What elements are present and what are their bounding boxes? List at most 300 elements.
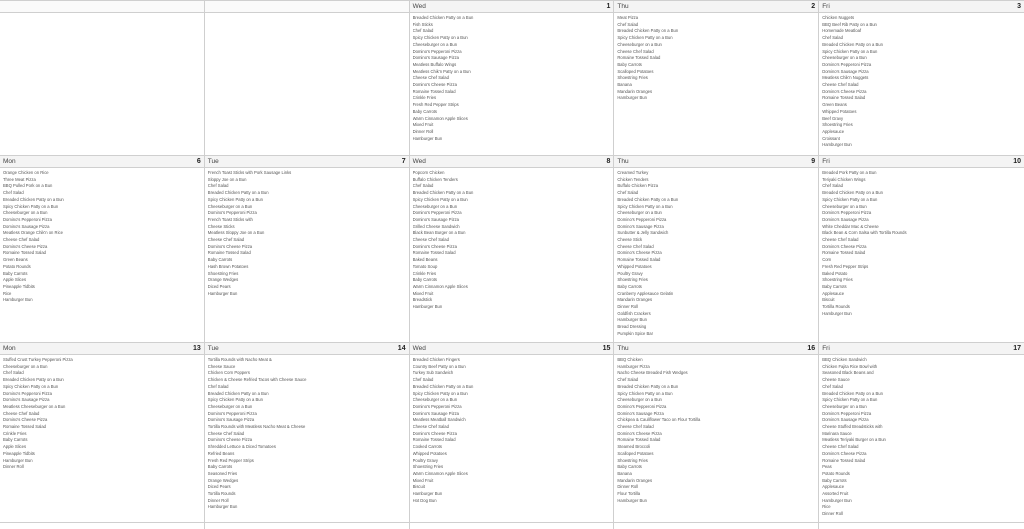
menu-item: Spicy Chicken Patty on a Bun — [3, 383, 59, 389]
menu-item: Flour Tortilla — [617, 491, 641, 497]
menu-item: Chef Salad — [412, 183, 434, 189]
menu-item: Spicy Chicken Patty on a Bun — [617, 35, 673, 41]
menu-item: Scalloped Potatoes — [617, 450, 654, 456]
day-cell-14[interactable] — [205, 343, 410, 522]
day-cell-9[interactable] — [614, 156, 819, 342]
menu-item: Meatless Chik'n Nuggets — [822, 75, 869, 81]
menu-item: Domino's Sausage Pizza — [207, 417, 255, 423]
menu-item: Green Beans — [3, 257, 28, 263]
menu-item: Tortilla Rounds with Meatless Nacho Meat & Cheese — [207, 424, 306, 430]
menu-item: Romaine Tossed Salad — [207, 250, 251, 256]
menu-item: Refried Beans — [207, 450, 235, 456]
menu-item: Shoestring Fries — [822, 277, 853, 283]
menu-item: Beef Gravy — [822, 115, 844, 121]
menu-item: Popcorn Chicken — [412, 170, 445, 175]
menu-item: Chef Salad — [822, 183, 843, 189]
day-header — [614, 156, 818, 168]
menu-item: Black Bean & Corn Salsa with Tortilla Rounds — [822, 230, 907, 236]
menu-item: Breaded Chicken Patty on a Bun — [207, 190, 269, 196]
menu-item: Chef Salad — [412, 28, 434, 34]
menu-item: Corn — [822, 257, 832, 263]
menu-item: Cheeseburger on a Bun — [412, 41, 458, 47]
menu-item: Meatless Teriyaki Burger on a Bun — [822, 437, 886, 443]
menu-item: Cheeseburger on a Bun — [822, 55, 867, 61]
menu-item: Dinner Roll — [3, 464, 24, 470]
menu-item-list — [0, 355, 204, 471]
menu-item: Hamburger Pizza — [617, 363, 650, 369]
menu-item: Cheese Chef Salad — [207, 237, 245, 243]
day-header — [614, 1, 818, 13]
empty-day-cell — [0, 523, 205, 529]
menu-item: Sloppy Joe on a Bun — [207, 176, 247, 182]
day-name: Thu — [617, 158, 629, 165]
menu-item: Cheeseburger on a Bun — [617, 397, 662, 403]
menu-item: BBQ Pulled Pork on a Bun — [3, 183, 53, 189]
menu-item: Dinner Roll — [412, 128, 434, 134]
menu-item: Crinkle Fries — [3, 430, 27, 436]
menu-item: Baby Carrots — [412, 108, 438, 114]
menu-item: Breaded Chicken Patty on a Bun — [412, 190, 474, 196]
menu-item: Mixed Fruit — [412, 290, 434, 296]
menu-item: Baby Carrots — [3, 270, 28, 276]
menu-item: Crinkle Fries — [412, 95, 437, 101]
menu-item: Breaded Chicken Fingers — [412, 357, 460, 362]
day-header — [0, 156, 204, 168]
day-number: 9 — [811, 158, 816, 165]
menu-item: Chicken & Cheese Refried Tacos with Cheese Sauce — [207, 377, 307, 383]
menu-item: Domino's Cheese Pizza — [822, 88, 867, 94]
menu-item: White Cheddar Mac & Cheese — [822, 223, 879, 229]
menu-item: Shoestring Fries — [617, 75, 648, 81]
menu-item: Hamburger Bun — [3, 457, 33, 463]
menu-item: Fresh Red Pepper Strips — [207, 457, 254, 463]
menu-item: Peas — [822, 464, 832, 470]
menu-item: Pineapple Tidbits — [3, 450, 35, 456]
menu-item: Breaded Chicken Patty on a Bun — [412, 383, 474, 389]
menu-item: Cheeseburger on a Bun — [822, 403, 867, 409]
menu-item: Domino's Cheese Pizza — [3, 417, 48, 423]
day-cell-7[interactable] — [205, 156, 410, 342]
empty-day-cell — [410, 523, 615, 529]
menu-item: Hamburger Bun — [412, 491, 443, 497]
menu-item: Warm Cinnamon Apple Slices — [412, 283, 468, 289]
menu-item: Cheese Stuffed Breadsticks with — [822, 424, 883, 430]
menu-item: Spicy Chicken Patty on a Bun — [207, 196, 263, 202]
menu-item: Domino's Cheese Pizza — [207, 243, 253, 249]
menu-item: Cheese Chef Salad — [617, 48, 654, 54]
menu-item: Breaded Chicken Patty on a Bun — [822, 41, 883, 47]
menu-item: Fish Sticks — [412, 21, 433, 27]
menu-item: Cheese Chef Salad — [822, 237, 859, 243]
day-number: 13 — [193, 345, 201, 352]
menu-item: Baby Carrots — [617, 61, 642, 67]
menu-item: Baby Carrots — [3, 437, 28, 443]
menu-item: Breaded Chicken Patty on a Bun — [822, 190, 883, 196]
menu-item: Apple Slices — [3, 444, 27, 450]
menu-item: Hamburger Bun — [617, 497, 647, 503]
menu-item: Turkey Sub Sandwich — [412, 370, 454, 376]
menu-item: Breaded Chicken Patty on a Bun — [412, 15, 474, 20]
day-header — [410, 343, 614, 355]
menu-item: Domino's Cheese Pizza — [412, 82, 457, 88]
day-number: 3 — [1017, 3, 1021, 10]
menu-item: Mixed Fruit — [412, 477, 434, 483]
menu-item: Baby Carrots — [822, 477, 847, 483]
menu-item: Baby Carrots — [207, 257, 233, 263]
menu-item: Domino's Pepperoni Pizza — [822, 61, 872, 67]
menu-item: Teriyaki Chicken Wings — [822, 176, 866, 182]
day-number: 14 — [397, 345, 406, 352]
menu-item: Shoestring Fries — [412, 464, 444, 470]
menu-item: Romaine Tossed Salad — [3, 424, 46, 430]
empty-day-cell — [0, 1, 205, 155]
week-row — [0, 342, 1024, 522]
menu-item: Domino's Pepperoni Pizza — [207, 410, 257, 416]
menu-item: Romaine Tossed Salad — [822, 457, 866, 463]
menu-item: Cheese Stick — [617, 237, 643, 243]
menu-item: Spicy Chicken Patty on a Bun — [822, 196, 878, 202]
menu-item: Baby Carrots — [822, 283, 847, 289]
menu-item: Cheeseburger on a Bun — [822, 203, 867, 209]
day-name: Wed — [412, 158, 426, 165]
menu-item: Tortilla Rounds — [822, 304, 850, 310]
menu-item: Breaded Chicken Patty on a Bun — [3, 196, 64, 202]
menu-item: Country Beef Patty on a Bun — [412, 363, 466, 369]
menu-item: Domino's Cheese Pizza — [3, 243, 48, 249]
menu-item: Cranberry Applesauce Gelatin — [617, 290, 674, 296]
menu-item: Creamed Turkey — [617, 170, 649, 175]
menu-item: Mandarin Oranges — [617, 297, 653, 303]
menu-item: Chef Salad — [207, 383, 229, 389]
day-number: 15 — [602, 345, 611, 352]
menu-item: Spicy Chicken Patty on a Bun — [617, 203, 673, 209]
menu-item-list — [614, 168, 818, 338]
menu-item: Shoestring Fries — [617, 457, 648, 463]
menu-item: Domino's Sausage Pizza — [822, 417, 869, 423]
menu-item: Romaine Tossed Salad — [412, 88, 456, 94]
day-header — [819, 156, 1024, 168]
menu-item: Breaded Chicken Patty on a Bun — [617, 383, 679, 389]
menu-item: Poultry Gravy — [412, 457, 438, 463]
menu-item: Domino's Sausage Pizza — [412, 410, 460, 416]
menu-item: Romaine Tossed Salad — [822, 95, 866, 101]
menu-item: Rice — [822, 504, 831, 510]
menu-item-list — [614, 355, 818, 504]
menu-item: Cooked Carrots — [412, 444, 442, 450]
menu-item: Spicy Chicken Patty on a Bun — [207, 397, 263, 403]
day-header — [614, 343, 818, 355]
menu-item: Chef Salad — [617, 377, 639, 383]
menu-item: Hamburger Bun — [822, 497, 852, 503]
menu-item: Dinner Roll — [822, 511, 843, 517]
menu-item: Dinner Roll — [617, 304, 639, 310]
menu-item: Cheese Chef Salad — [207, 430, 245, 436]
menu-item: Croissant — [822, 135, 840, 141]
day-cell-13[interactable] — [0, 343, 205, 522]
menu-item: Domino's Sausage Pizza — [617, 223, 664, 229]
menu-item: Dinner Roll — [207, 497, 229, 503]
menu-item: Cheeseburger on a Bun — [617, 41, 662, 47]
menu-item: Spicy Chicken Patty on a Bun — [822, 397, 878, 403]
menu-item: Steamed Broccoli — [617, 444, 651, 450]
menu-item: Cheese Sauce — [207, 363, 236, 369]
menu-item: Pineapple Tidbits — [3, 283, 35, 289]
menu-item: Buffalo Chicken Pizza — [617, 183, 659, 189]
menu-item: Meatless Buffalo Wings — [412, 61, 457, 67]
menu-item: Shoestring Fries — [617, 277, 648, 283]
menu-item: Banana — [617, 470, 632, 476]
menu-item: Banana — [617, 82, 632, 88]
menu-item: Domino's Sausage Pizza — [3, 223, 50, 229]
menu-item: Romaine Tossed Salad — [617, 437, 661, 443]
menu-item: BBQ Beef Rib Patty on a Bun — [822, 21, 877, 27]
menu-item-list — [819, 13, 1024, 149]
day-cell-3[interactable] — [819, 1, 1024, 155]
menu-item: Whipped Potatoes — [822, 108, 857, 114]
day-cell-16[interactable] — [614, 343, 819, 522]
empty-day-cell — [205, 1, 410, 155]
menu-item: Spicy Chicken Patty on a Bun — [3, 203, 59, 209]
menu-item: Baked Beans — [412, 257, 438, 263]
menu-item: Spicy Chicken Patty on a Bun — [412, 35, 468, 41]
menu-item: Fresh Red Pepper Strips — [412, 102, 459, 108]
menu-item: Chef Salad — [207, 183, 229, 189]
menu-item: Assorted Fruit — [822, 491, 849, 497]
day-header — [205, 156, 409, 168]
menu-item: Tortilla Rounds — [207, 491, 236, 497]
menu-item: Meatless Cheeseburger on a Bun — [3, 403, 66, 409]
menu-item: Three Meat Pizza — [3, 176, 36, 182]
day-name: Mon — [3, 158, 16, 165]
week-row — [0, 155, 1024, 342]
menu-item-list — [410, 168, 614, 311]
menu-item: BBQ Chicken — [617, 357, 643, 362]
menu-item: Diced Pears — [207, 484, 231, 490]
menu-item: Cheese Chef Salad — [822, 82, 859, 88]
menu-item: Pumpkin Spice Bar — [617, 330, 654, 336]
menu-item: Domino's Pepperoni Pizza — [3, 216, 52, 222]
menu-item: Poultry Gravy — [617, 270, 643, 276]
menu-item: Fresh Red Pepper Strips — [822, 263, 869, 269]
menu-item: Rice — [3, 290, 12, 296]
menu-item: Domino's Cheese Pizza — [617, 250, 662, 256]
menu-item: Domino's Pepperoni Pizza — [207, 210, 257, 216]
menu-item: Hamburger Bun — [412, 304, 443, 310]
menu-item: Nacho Cheese Breaded Fish Wedges — [617, 370, 688, 376]
menu-item: Domino's Cheese Pizza — [412, 430, 457, 436]
menu-item: Domino's Sausage Pizza — [822, 68, 869, 74]
menu-item: Cheese Chef Salad — [412, 424, 449, 430]
day-number: 8 — [606, 158, 611, 165]
day-number: 10 — [1013, 158, 1021, 165]
menu-item: Chef Salad — [3, 190, 24, 196]
menu-item: Potato Rounds — [3, 263, 31, 269]
menu-item: Domino's Cheese Pizza — [207, 437, 253, 443]
menu-item: Cheeseburger on a Bun — [3, 363, 48, 369]
menu-item: Domino's Pepperoni Pizza — [617, 216, 667, 222]
day-cell-2[interactable] — [614, 1, 819, 155]
menu-item: Marinara Sauce — [822, 430, 852, 436]
day-header — [0, 1, 204, 13]
menu-item-list — [819, 168, 1024, 317]
menu-item: Domino's Cheese Pizza — [822, 450, 867, 456]
day-name: Fri — [822, 345, 830, 352]
menu-item: Domino's Pepperoni Pizza — [412, 48, 462, 54]
day-cell-17[interactable] — [819, 343, 1024, 522]
menu-item: Hash Brown Potatoes — [207, 263, 249, 269]
menu-item: Dinner Roll — [617, 484, 639, 490]
menu-item: Domino's Sausage Pizza — [617, 410, 664, 416]
day-name: Mon — [3, 345, 16, 352]
week-row — [0, 522, 1024, 529]
menu-item: Baby Carrots — [617, 283, 642, 289]
menu-item: Cheeseburger on a Bun — [412, 397, 458, 403]
menu-item: Domino's Pepperoni Pizza — [412, 210, 462, 216]
menu-item: Hamburger Bun — [412, 135, 443, 141]
day-name: Fri — [822, 158, 830, 165]
menu-item: Diced Pears — [207, 283, 231, 289]
menu-item: Cheese Chef Salad — [822, 444, 859, 450]
menu-item: Hamburger Bun — [822, 310, 852, 316]
week-row — [0, 0, 1024, 155]
menu-item: Cheeseburger on a Bun — [412, 203, 458, 209]
menu-item: BBQ Chicken Sandwich — [822, 357, 867, 362]
menu-item: Biscuit — [822, 297, 835, 303]
menu-item: Spicy Chicken Patty on a Bun — [412, 196, 468, 202]
menu-item: Shoestring Fries — [207, 270, 239, 276]
empty-day-cell — [614, 523, 819, 529]
menu-item: Spicy Chicken Patty on a Bun — [822, 48, 878, 54]
day-cell-10[interactable] — [819, 156, 1024, 342]
menu-item: Tortilla Rounds with Nacho Meat & — [207, 357, 272, 362]
menu-item: Meatless Chik'n Patty on a Bun — [412, 68, 471, 74]
day-header — [819, 343, 1024, 355]
menu-item: Domino's Pepperoni Pizza — [412, 403, 462, 409]
menu-item: Domino's Pepperoni Pizza — [3, 390, 52, 396]
menu-item-list — [410, 13, 614, 142]
day-cell-1[interactable] — [410, 1, 615, 155]
day-name: Tue — [207, 345, 219, 352]
menu-item: Domino's Cheese Pizza — [822, 243, 867, 249]
menu-item: Applesauce — [822, 484, 845, 490]
menu-item: Cheese Chef Salad — [617, 424, 654, 430]
menu-item: Warm Cinnamon Apple Slices — [412, 115, 468, 121]
menu-item: Cheese Sauce — [822, 377, 850, 383]
menu-item-list — [0, 168, 204, 304]
day-number: 1 — [606, 3, 611, 10]
day-header — [410, 1, 614, 13]
menu-item: Mixed Fruit — [412, 122, 434, 128]
menu-item: Cheeseburger on a Bun — [207, 403, 253, 409]
menu-item: Whipped Potatoes — [412, 450, 447, 456]
menu-item: Baby Carrots — [617, 464, 642, 470]
menu-item: Hamburger Bun — [207, 290, 238, 296]
menu-item: Domino's Pepperoni Pizza — [822, 410, 872, 416]
menu-item: Hamburger Bun — [822, 142, 852, 148]
day-number: 2 — [811, 3, 816, 10]
menu-item: Chicken Tenders — [617, 176, 649, 182]
menu-item: Cheese Chef Salad — [412, 75, 449, 81]
menu-item: Grilled Cheese Sandwich — [412, 223, 460, 229]
menu-item: Domino's Cheese Pizza — [412, 243, 457, 249]
menu-item: Bread Dressing — [617, 324, 647, 330]
menu-item: Domino's Sausage Pizza — [412, 216, 460, 222]
menu-item: Domino's Pepperoni Pizza — [822, 210, 872, 216]
menu-item: Applesauce — [822, 290, 845, 296]
menu-item: Applesauce — [822, 128, 845, 134]
day-number: 6 — [196, 158, 201, 165]
menu-item: Crinkle Fries — [412, 270, 437, 276]
menu-item: Black Bean Burger on a Bun — [412, 230, 466, 236]
menu-item: Romaine Tossed Salad — [822, 250, 866, 256]
day-cell-8[interactable] — [410, 156, 615, 342]
menu-item: Cheese Sticks — [207, 223, 235, 229]
menu-item-list — [819, 355, 1024, 518]
menu-item: Chef Salad — [3, 370, 24, 376]
menu-item: Breaded Chicken Patty on a Bun — [617, 196, 679, 202]
day-name: Fri — [822, 3, 830, 10]
menu-item: Meatless Meatball Sandwich — [412, 417, 466, 423]
menu-item: Apple Slices — [3, 277, 27, 283]
day-number: 17 — [1013, 345, 1021, 352]
menu-item: Romaine Tossed Salad — [412, 250, 456, 256]
day-number: 16 — [807, 345, 816, 352]
menu-item: Hamburger Bun — [3, 297, 33, 303]
menu-item: Seasoned Fries — [207, 470, 238, 476]
day-name: Tue — [207, 158, 219, 165]
menu-item: Hamburger Bun — [617, 95, 647, 101]
menu-item: Cheeseburger on a Bun — [207, 203, 253, 209]
menu-item: Spicy Chicken Patty on a Bun — [412, 390, 468, 396]
menu-item: Chef Salad — [822, 35, 843, 41]
day-number: 7 — [401, 158, 406, 165]
menu-item: Cheese Chef Salad — [412, 237, 449, 243]
menu-item: Cheese Chef Salad — [3, 410, 40, 416]
menu-item: Seasoned Black Beans and — [822, 370, 874, 376]
menu-item: Chef Salad — [617, 21, 639, 27]
menu-item: Breaded Chicken Patty on a Bun — [207, 390, 269, 396]
menu-item: Cheeseburger on a Bun — [617, 210, 662, 216]
menu-item: Domino's Sausage Pizza — [822, 216, 869, 222]
menu-item: Green Beans — [822, 102, 847, 108]
day-header — [205, 343, 409, 355]
menu-item: Baby Carrots — [207, 464, 233, 470]
menu-item-list — [205, 355, 409, 511]
menu-item: Tomato Soup — [412, 263, 438, 269]
day-cell-6[interactable] — [0, 156, 205, 342]
menu-item: Cheese Chef Salad — [3, 237, 40, 243]
menu-item: French Toast Sticks with Pork Sausage Links — [207, 170, 292, 175]
menu-item: Potato Rounds — [822, 470, 850, 476]
menu-item: Romaine Tossed Salad — [617, 257, 661, 263]
menu-item: Orange Wedges — [207, 477, 239, 483]
menu-item-list — [410, 355, 614, 504]
menu-item: Homemade Meatloaf — [822, 28, 862, 34]
menu-item: Chicken Fajita Rice Bowl with — [822, 363, 878, 369]
menu-item: Mandarin Oranges — [617, 477, 653, 483]
day-cell-15[interactable] — [410, 343, 615, 522]
menu-item: Orange Wedges — [207, 277, 239, 283]
menu-item: Baked Potato — [822, 270, 848, 276]
day-header — [819, 1, 1024, 13]
menu-item: Hot Dog Bun — [412, 497, 437, 503]
menu-item: Meat Pizza — [617, 15, 639, 20]
menu-item: Buffalo Chicken Tenders — [412, 176, 458, 182]
menu-item: Shoestring Fries — [822, 122, 853, 128]
menu-item: Domino's Cheese Pizza — [617, 430, 662, 436]
menu-item: Breaded Chicken Patty on a Bun — [3, 377, 64, 383]
menu-item: Shredded Lettuce & Diced Tomatoes — [207, 444, 276, 450]
